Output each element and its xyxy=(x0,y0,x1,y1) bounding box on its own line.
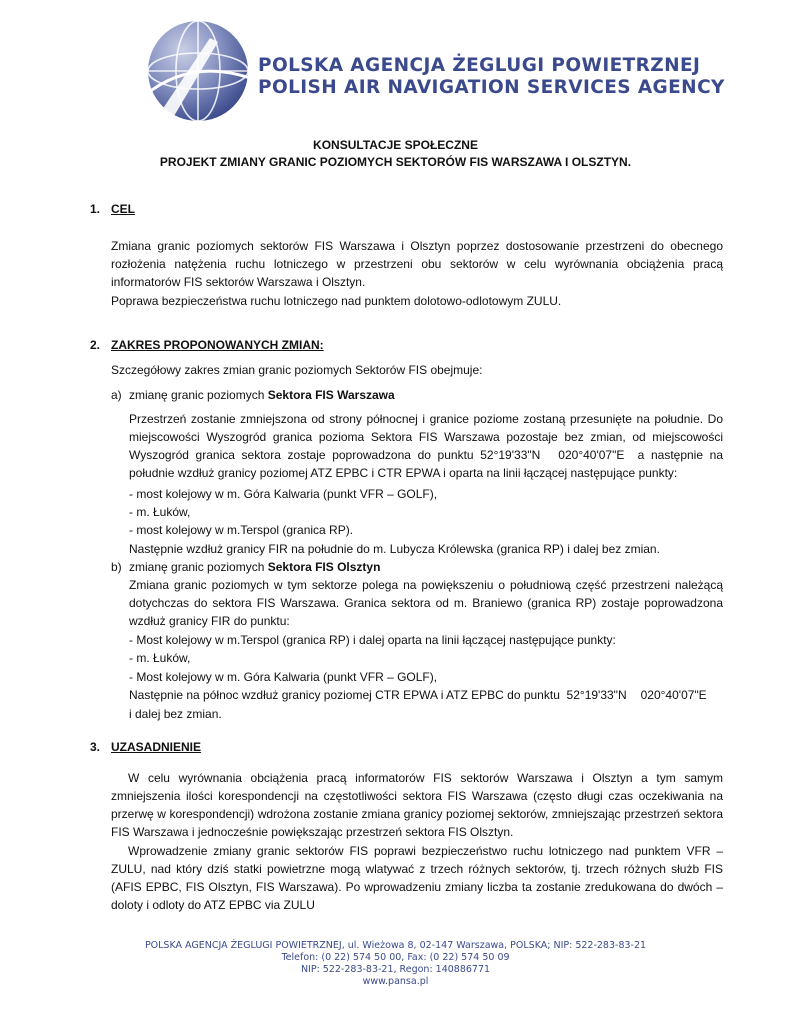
org-name-pl: POLSKA AGENCJA ŻEGLUGI POWIETRZNEJ xyxy=(258,55,701,76)
section-2b-paragraph: Zmiana granic poziomych w tym sektorze polega na powiększeniu o południową część przestrzeni należącą dotychczas do sektora FIS Warszawa. Granica sektora od m. Braniewo (granica RP) zostaje poprowadzona wzdłuż granicy FIR do punktu: xyxy=(129,578,723,628)
section-1-number: 1. xyxy=(90,202,101,216)
section-2b-closing-prefix: Następnie na północ wzdłuż granicy poziomej CTR EPWA i ATZ EPBC do punktu xyxy=(129,688,560,702)
footer-registry: NIP: 522-283-83-21, Regon: 140886771 xyxy=(300,964,491,975)
footer-website-link[interactable]: www.pansa.pl xyxy=(362,976,429,987)
section-3-paragraph-2: Wprowadzenie zmiany granic sektorów FIS poprawi bezpieczeństwo ruchu lotniczego nad punktem VFR – ZULU, nad który dziś statki powietrzne mogą wlatywać z trzech różnych sektorów, tj. trzech różnych służb FIS (AFIS EPBC, FIS Olsztyn, FIS Warszawa). Po wprowadzeniu zmiany liczba ta zostanie zredukowana do dwóch – doloty i odloty do ATZ EPBC via ZULU xyxy=(111,844,723,912)
section-3-number: 3. xyxy=(90,740,101,754)
section-2a-marker: a) xyxy=(111,388,122,402)
section-2a-coord-e: 020°40'07"E xyxy=(558,448,625,462)
section-1-paragraph-1: Zmiana granic poziomych sektorów FIS Warszawa i Olsztyn poprzez dostosowanie przestrzeni do obecnego rozłożenia natężenia ruchu lotniczego w przestrzeni obu sektorów w celu wyrównania obciążenia pracą informatorów FIS sektorów Warszawa i Olsztyn. xyxy=(111,239,723,289)
document-title-line2: PROJEKT ZMIANY GRANIC POZIOMYCH SEKTORÓW FIS WARSZAWA I OLSZTYN. xyxy=(159,155,632,169)
section-1-paragraph-2: Poprawa bezpieczeństwa ruchu lotniczego nad punktem dolotowo-odlotowym ZULU. xyxy=(111,294,562,308)
section-2a-coord-n: 52°19'33"N xyxy=(480,448,541,462)
section-3-paragraph-1: W celu wyrównania obciążenia pracą informatorów FIS sektorów Warszawa i Olsztyn a tym samym zmniejszenia ilości korespondencji na częstotliwości sektora FIS Warszawa (często długi czas oczekiwania na przerwę w korespondencji) wdrożona zostanie zmiana granicy poziomej sektorów, zmniejszając przestrzeń sektora FIS Warszawa i jednocześnie powiększając przestrzeń sektora FIS Olsztyn. xyxy=(111,771,723,839)
list-item: - most kolejowy w m. Góra Kalwaria (punkt VFR – GOLF), xyxy=(129,487,438,501)
section-2b-coord-n: 52°19'33"N xyxy=(566,688,627,702)
list-item: - m. Łuków, xyxy=(129,505,191,519)
org-name xyxy=(258,55,725,99)
footer-phone: Telefon: (0 22) 574 50 00, Fax: (0 22) 574 50 09 xyxy=(281,952,510,963)
list-item: - m. Łuków, xyxy=(129,651,191,665)
section-2b-closing-tail: i dalej bez zmian. xyxy=(129,707,222,721)
document-title-line1: KONSULTACJE SPOŁECZNE xyxy=(313,138,478,152)
section-2b-lead: zmianę granic poziomych xyxy=(129,560,268,574)
section-2a-heading xyxy=(129,386,395,404)
section-1-title: CEL xyxy=(111,202,135,216)
list-item: - most kolejowy w m.Terspol (granica RP). xyxy=(129,523,354,537)
section-2-intro: Szczegółowy zakres zmian granic poziomych Sektorów FIS obejmuje: xyxy=(111,363,483,377)
section-2a-closing: Następnie wzdłuż granicy FIR na południe do m. Lubycza Królewska (granica RP) i dalej bez zmian. xyxy=(129,542,660,556)
section-2b-heading xyxy=(129,558,380,576)
section-2b-marker: b) xyxy=(111,560,122,574)
section-2b-coord-e: 020°40'07"E xyxy=(640,688,707,702)
section-2a-paragraph-tail: a następnie na południe wzdłuż granicy poziomej ATZ EPBC i CTR EPWA i oparta na linii łączącej następujące punkty: xyxy=(129,448,723,480)
list-item: - Most kolejowy w m.Terspol (granica RP) i dalej oparta na linii łączącej następujące punkty: xyxy=(129,633,616,647)
list-item: - Most kolejowy w m. Góra Kalwaria (punkt VFR – GOLF), xyxy=(129,670,438,684)
section-2b-lead-bold: Sektora FIS Olsztyn xyxy=(267,560,381,574)
section-2a-lead-bold: Sektora FIS Warszawa xyxy=(267,388,395,402)
section-2-title: ZAKRES PROPONOWANYCH ZMIAN: xyxy=(111,338,324,352)
page-footer xyxy=(0,940,791,988)
section-3-title: UZASADNIENIE xyxy=(111,740,202,754)
pansa-logo-icon xyxy=(140,18,252,124)
section-2b-closing xyxy=(129,686,707,704)
section-2a-lead: zmianę granic poziomych xyxy=(129,388,268,402)
org-name-en: POLISH AIR NAVIGATION SERVICES AGENCY xyxy=(258,77,725,98)
section-2a-paragraph-text: Przestrzeń zostanie zmniejszona od strony północnej i granice poziome zostaną przesunięte na południe. Do miejscowości Wyszogród granica pozioma Sektora FIS Warszawa pozostaje bez zmian, od miejscowości Wyszogród granica sektora zostaje poprowadzona do punktu xyxy=(129,412,723,462)
footer-address: POLSKA AGENCJA ŻEGLUGI POWIETRZNEJ, ul. Wieżowa 8, 02-147 Warszawa, POLSKA; NIP: 522-283-83-21 xyxy=(144,940,647,951)
section-2-number: 2. xyxy=(90,338,101,352)
section-2a-paragraph xyxy=(129,410,723,482)
